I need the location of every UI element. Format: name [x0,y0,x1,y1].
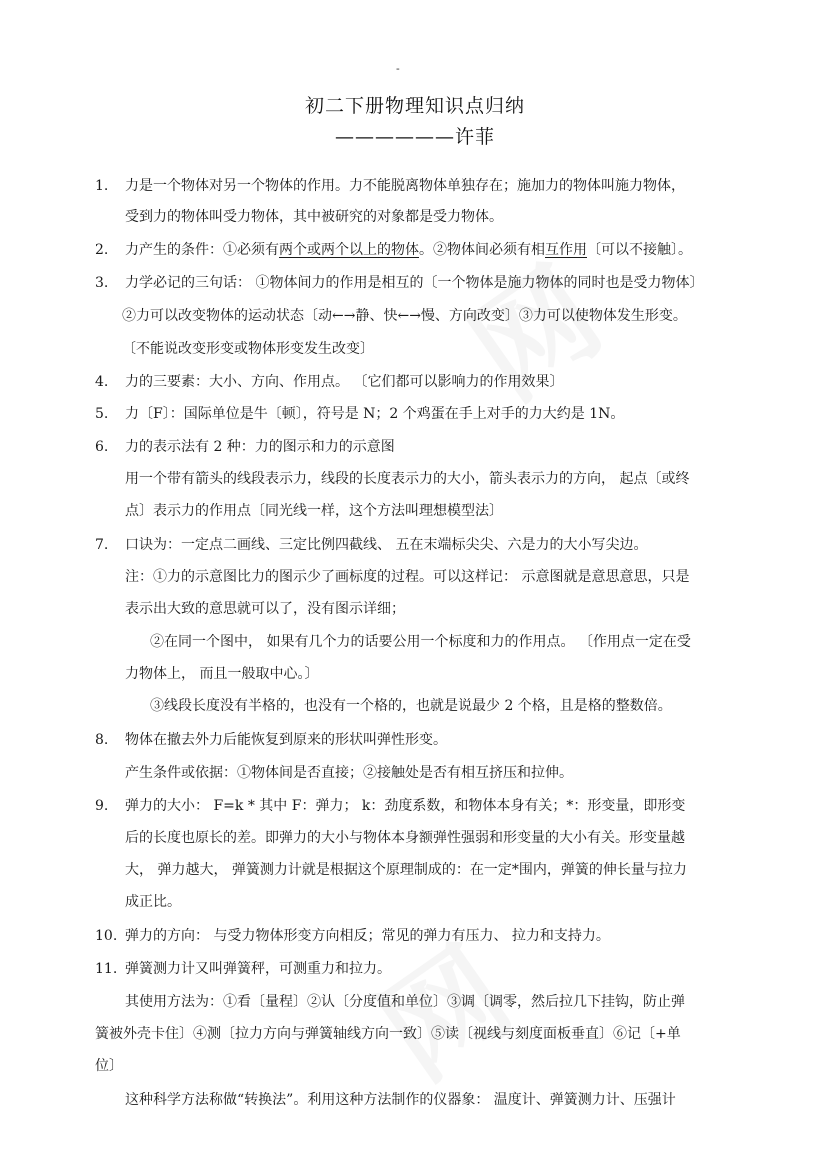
document-author: ——————许菲 [334,126,495,148]
item-number: 3. [95,275,109,291]
text-line: 力的三要素：大小、方向、作用点。 〔它们都可以影响力的作用效果〕 [125,374,564,390]
text-line: ②力可以改变物体的运动状态〔动←→静、快←→慢、方向改变〕③力可以使物体发生形变。 [122,308,687,324]
text-line: 弹簧测力计又叫弹簧秤，可测重力和拉力。 [125,961,391,977]
text-line: 〔不能说改变形变或物体形变发生改变〕 [122,341,374,357]
item-number: 5. [95,406,109,422]
text-line: 力的表示法有 2 种：力的图示和力的示意图 [125,439,395,455]
item-number: 7. [95,537,109,553]
item-number: 9. [95,798,109,814]
text-line: 受到力的物体叫受力物体，其中被研究的对象都是受力物体。 [125,209,503,225]
text-line: 用一个带有箭头的线段表示力，线段的长度表示力的大小，箭头表示力的方向， 起点〔或终 [125,471,690,487]
underlined-text: 互作用 [545,242,587,258]
text-line: ②在同一个图中， 如果有几个力的话要公用一个标度和力的作用点。 〔作用点一定在受 [150,634,691,650]
item-number: 6. [95,439,109,455]
text-line: 大， 弹力越大， 弹簧测力计就是根据这个原理制成的：在一定*围内，弹簧的伸长量与拉力 [125,862,687,878]
item-number: 8. [95,732,109,748]
item-number: 2. [95,242,109,258]
text-line: 力是一个物体对另一个物体的作用。力不能脱离物体单独存在；施加力的物体叫施力物体， [125,178,685,194]
text-line: 位〕 [95,1058,123,1074]
text-line: ③线段长度没有半格的，也没有一个格的，也就是说最少 2 个格，且是格的整数倍。 [150,698,672,714]
text-line: 力学必记的三句话： ①物体间力的作用是相互的〔一个物体是施力物体的同时也是受力物体〕 [125,275,704,291]
text-line: 口诀为：一定点二画线、三定比例四截线、 五在末端标尖尖、六是力的大小写尖边。 [125,537,648,553]
underlined-text: 两个或两个以上的物体 [279,242,419,258]
text-line: 点〕表示力的作用点〔同光线一样，这个方法叫理想模型法〕 [125,503,503,519]
text-line: 力〔F〕：国际单位是牛〔顿〕，符号是 N；2 个鸡蛋在手上对手的力大约是 1N。 [125,406,625,422]
item-number: 4. [95,374,109,390]
text-line: 注：①力的示意图比力的图示少了画标度的过程。可以这样记： 示意图就是意思意思，只是 [125,569,690,585]
text-line: 产生条件或依据：①物体间是否直接；②接触处是否有相互挤压和拉伸。 [125,765,573,781]
text-line: 物体在撤去外力后能恢复到原来的形状叫弹性形变。 [125,732,447,748]
item-number: 11. [95,961,118,977]
text-line: 弹力的大小： F=k * 其中 F：弹力； k：劲度系数，和物体本身有关；*：形变量，即形变 [125,798,686,814]
item-number: 10. [95,928,118,944]
text-line: 这种科学方法称做“转换法”。利用这种方法制作的仪器象： 温度计、弹簧测力计、压强计 [125,1092,676,1108]
text-line: 成正比。 [125,894,181,910]
text-line: 后的长度也原长的差。即弹力的大小与物体本身额弹性强弱和形变量的大小有关。形变量越 [125,830,685,846]
text-line: 簧被外壳卡住〕④测〔拉力方向与弹簧轴线方向一致〕⑤读〔视线与刻度面板垂直〕⑥记〔+单 [95,1026,681,1042]
text-line: 其使用方法为：①看〔量程〕②认〔分度值和单位〕③调〔调零，然后拉几下挂钩，防止弹 [125,994,685,1010]
document-title: 初二下册物理知识点归纳 [304,95,525,117]
text-line: 弹力的方向： 与受力物体形变方向相反；常见的弹力有压力、 拉力和支持力。 [125,928,610,944]
item-number: 1. [95,178,109,194]
text-line: 力物体上， 而且一般取中心。〕 [125,666,319,682]
text-line: 力产生的条件：①必须有两个或两个以上的物体。②物体间必须有相互作用〔可以不接触〕。 [125,242,692,258]
text-line: 表示出大致的意思就可以了，没有图示详细； [125,601,405,617]
page-mark: - [396,62,400,75]
